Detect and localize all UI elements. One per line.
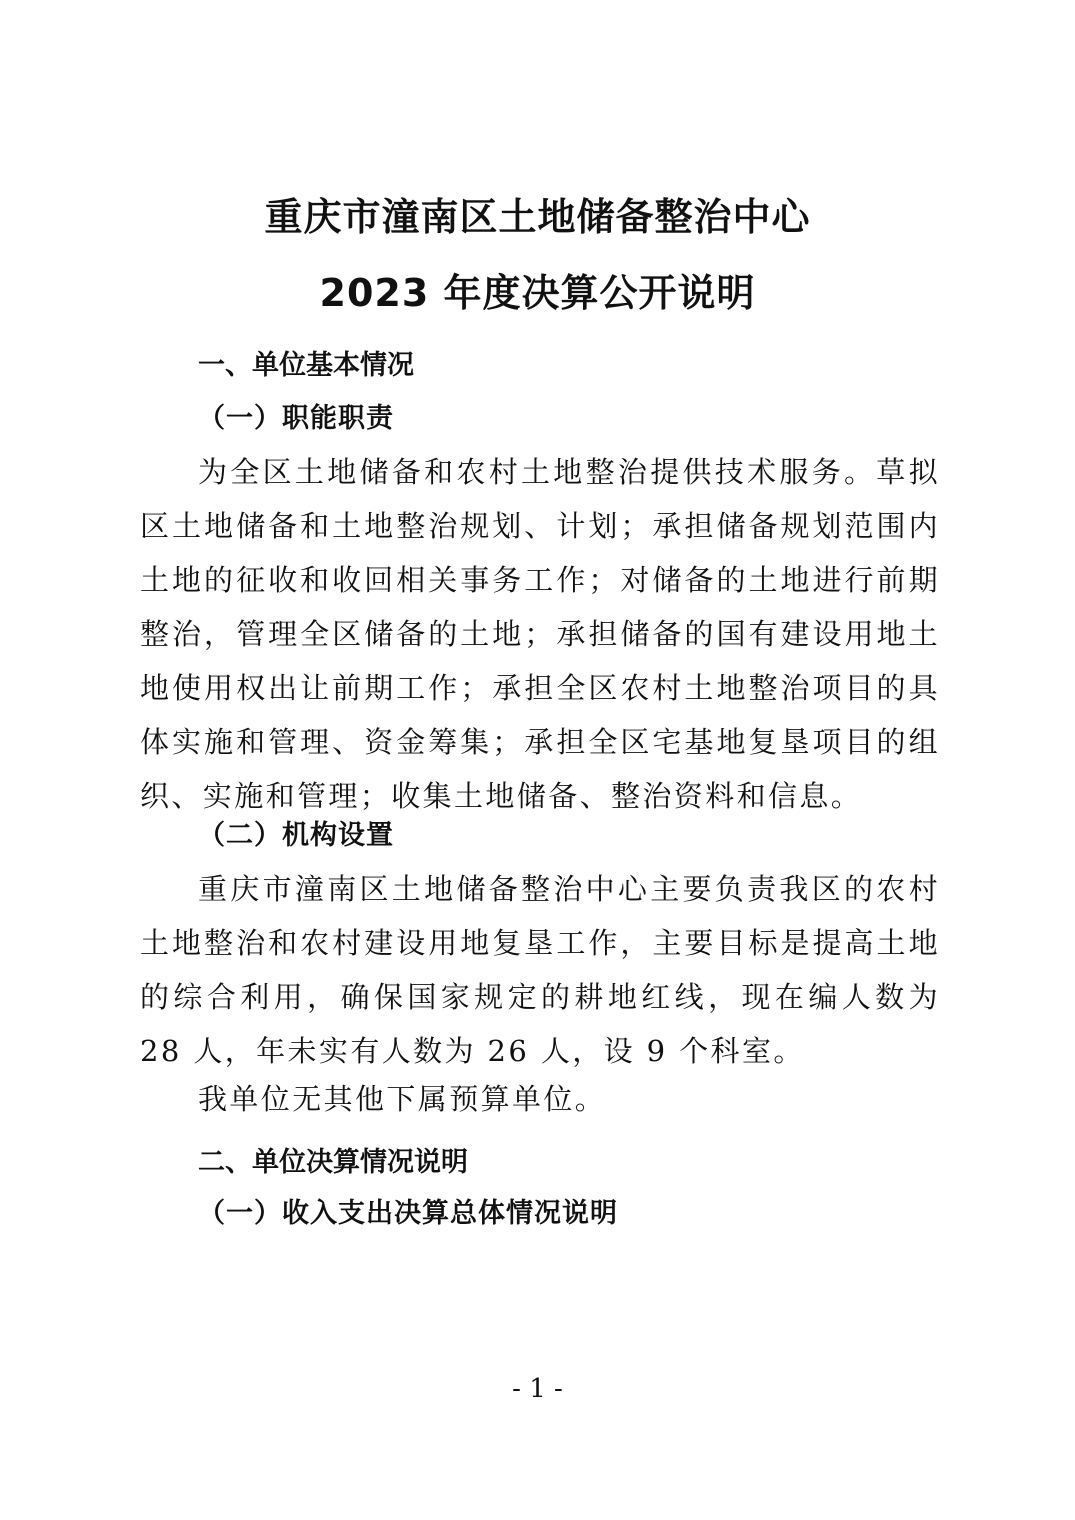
page-number: - 1 - xyxy=(512,1374,563,1404)
document-title-line-2: 2023 年度决算公开说明 xyxy=(319,271,756,315)
section-1-sub-2-body: 重庆市潼南区土地储备整治中心主要负责我区的农村土地整治和农村建设用地复垦工作，主要目标是提高土地的综合利用，确保国家规定的耕地红线，现在编人数为 28 人，年未实有人数为 26 人，设 9 个科室。 xyxy=(140,872,940,1068)
document-title-line-1: 重庆市潼南区土地储备整治中心 xyxy=(264,195,811,239)
section-2-heading: 二、单位决算情况说明 xyxy=(198,1147,468,1178)
section-1-heading: 一、单位基本情况 xyxy=(198,350,414,381)
section-1-sub-2-heading: （二）机构设置 xyxy=(198,820,394,851)
section-2-sub-1-heading: （一）收入支出决算总体情况说明 xyxy=(198,1198,618,1229)
section-1-sub-2-note: 我单位无其他下属预算单位。 xyxy=(198,1082,607,1116)
section-1-sub-1-heading: （一）职能职责 xyxy=(198,403,394,434)
section-1-sub-1-body: 为全区土地储备和农村土地整治提供技术服务。草拟区土地储备和土地整治规划、计划；承担储备规划范围内土地的征收和收回相关事务工作；对储备的土地进行前期整治，管理全区储备的土地；承担储备的国有建设用地土地使用权出让前期工作；承担全区农村土地整治项目的具体实施和管理、资金筹集；承担全区宅基地复垦项目的组织、实施和管理；收集土地储备、整治资料和信息。 xyxy=(140,455,940,813)
